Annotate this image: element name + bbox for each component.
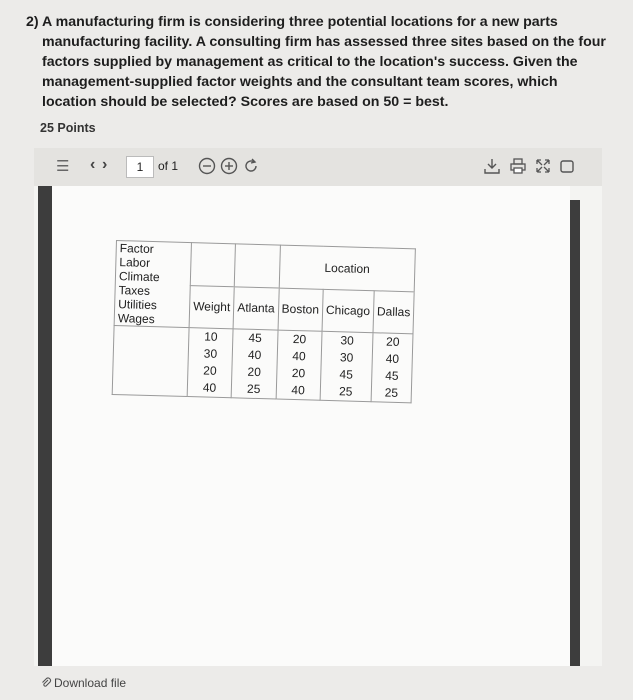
dallas-score: 20 <box>385 334 400 349</box>
chicago-values <box>320 331 373 401</box>
boston-header: Boston <box>278 288 324 332</box>
factor-list-cell <box>114 241 191 328</box>
dallas-score: 45 <box>385 368 399 383</box>
dallas-score: 40 <box>385 351 400 366</box>
boston-score: 40 <box>292 348 306 364</box>
factor-taxes: Taxes <box>118 283 151 298</box>
atlanta-score: 45 <box>248 330 263 346</box>
chicago-header: Chicago <box>322 289 374 333</box>
expand-icon[interactable] <box>534 157 552 175</box>
download-file-label: Download file <box>54 676 127 690</box>
boston-score: 20 <box>292 331 307 347</box>
factor-rating-table <box>112 240 416 403</box>
atlanta-score: 40 <box>247 347 262 363</box>
chicago-score: 30 <box>339 350 354 365</box>
pdf-viewer-toolbar <box>34 148 602 186</box>
weight-value: 20 <box>203 363 217 378</box>
dallas-score: 25 <box>384 385 399 400</box>
paperclip-icon <box>40 677 52 689</box>
boston-score: 40 <box>291 382 305 398</box>
zoom-in-icon[interactable] <box>220 157 238 175</box>
factor-utilities: Utilities <box>118 297 158 313</box>
zoom-out-icon[interactable] <box>198 157 216 175</box>
question-body: A manufacturing firm is considering three potential locations for a new parts manufacturing facility. A consulting firm has assessed three sites based on the four factors supplied by management as critical to the location's success. Given the management-supplied factor weights and the consultant team scores, which location should be selected? Scores are based on 50 = best. <box>42 14 606 110</box>
chicago-score: 30 <box>340 333 355 348</box>
question-number: 2) <box>26 14 39 30</box>
weight-values <box>187 328 233 398</box>
dallas-header: Dallas <box>373 290 415 334</box>
next-page-icon[interactable]: › <box>102 156 108 173</box>
viewer-left-margin <box>38 186 52 666</box>
dallas-values <box>371 333 413 403</box>
fullscreen-icon[interactable] <box>558 157 576 175</box>
weight-value: 30 <box>203 346 218 361</box>
question-points: 25 Points <box>40 121 96 135</box>
download-icon[interactable] <box>483 157 501 175</box>
boston-score: 20 <box>291 365 306 381</box>
print-icon[interactable] <box>509 157 527 175</box>
weight-header: Weight <box>189 285 234 329</box>
factor-wages: Wages <box>117 311 155 327</box>
boston-values <box>276 330 322 400</box>
chicago-score: 25 <box>338 384 353 399</box>
factor-climate: Climate <box>118 269 160 285</box>
rotate-icon[interactable] <box>242 157 260 175</box>
atlanta-values <box>231 329 277 399</box>
menu-icon[interactable]: ☰ <box>56 158 70 175</box>
factor-labor: Labor <box>119 255 151 270</box>
question-text <box>26 12 606 112</box>
page-count: of 1 <box>158 159 179 173</box>
prev-page-icon[interactable]: ‹ <box>90 156 96 173</box>
viewer-scrollbar[interactable] <box>570 200 580 666</box>
atlanta-score: 25 <box>246 381 261 397</box>
weight-value: 40 <box>202 380 217 395</box>
download-file-link[interactable] <box>40 676 126 690</box>
chicago-score: 45 <box>339 367 354 382</box>
page-number-input[interactable]: 1 <box>126 156 154 178</box>
atlanta-header: Atlanta <box>233 286 279 330</box>
atlanta-score: 20 <box>247 364 262 380</box>
factor-header: Factor <box>119 241 154 257</box>
location-group-header: Location <box>279 245 416 291</box>
weight-value: 10 <box>204 329 218 344</box>
